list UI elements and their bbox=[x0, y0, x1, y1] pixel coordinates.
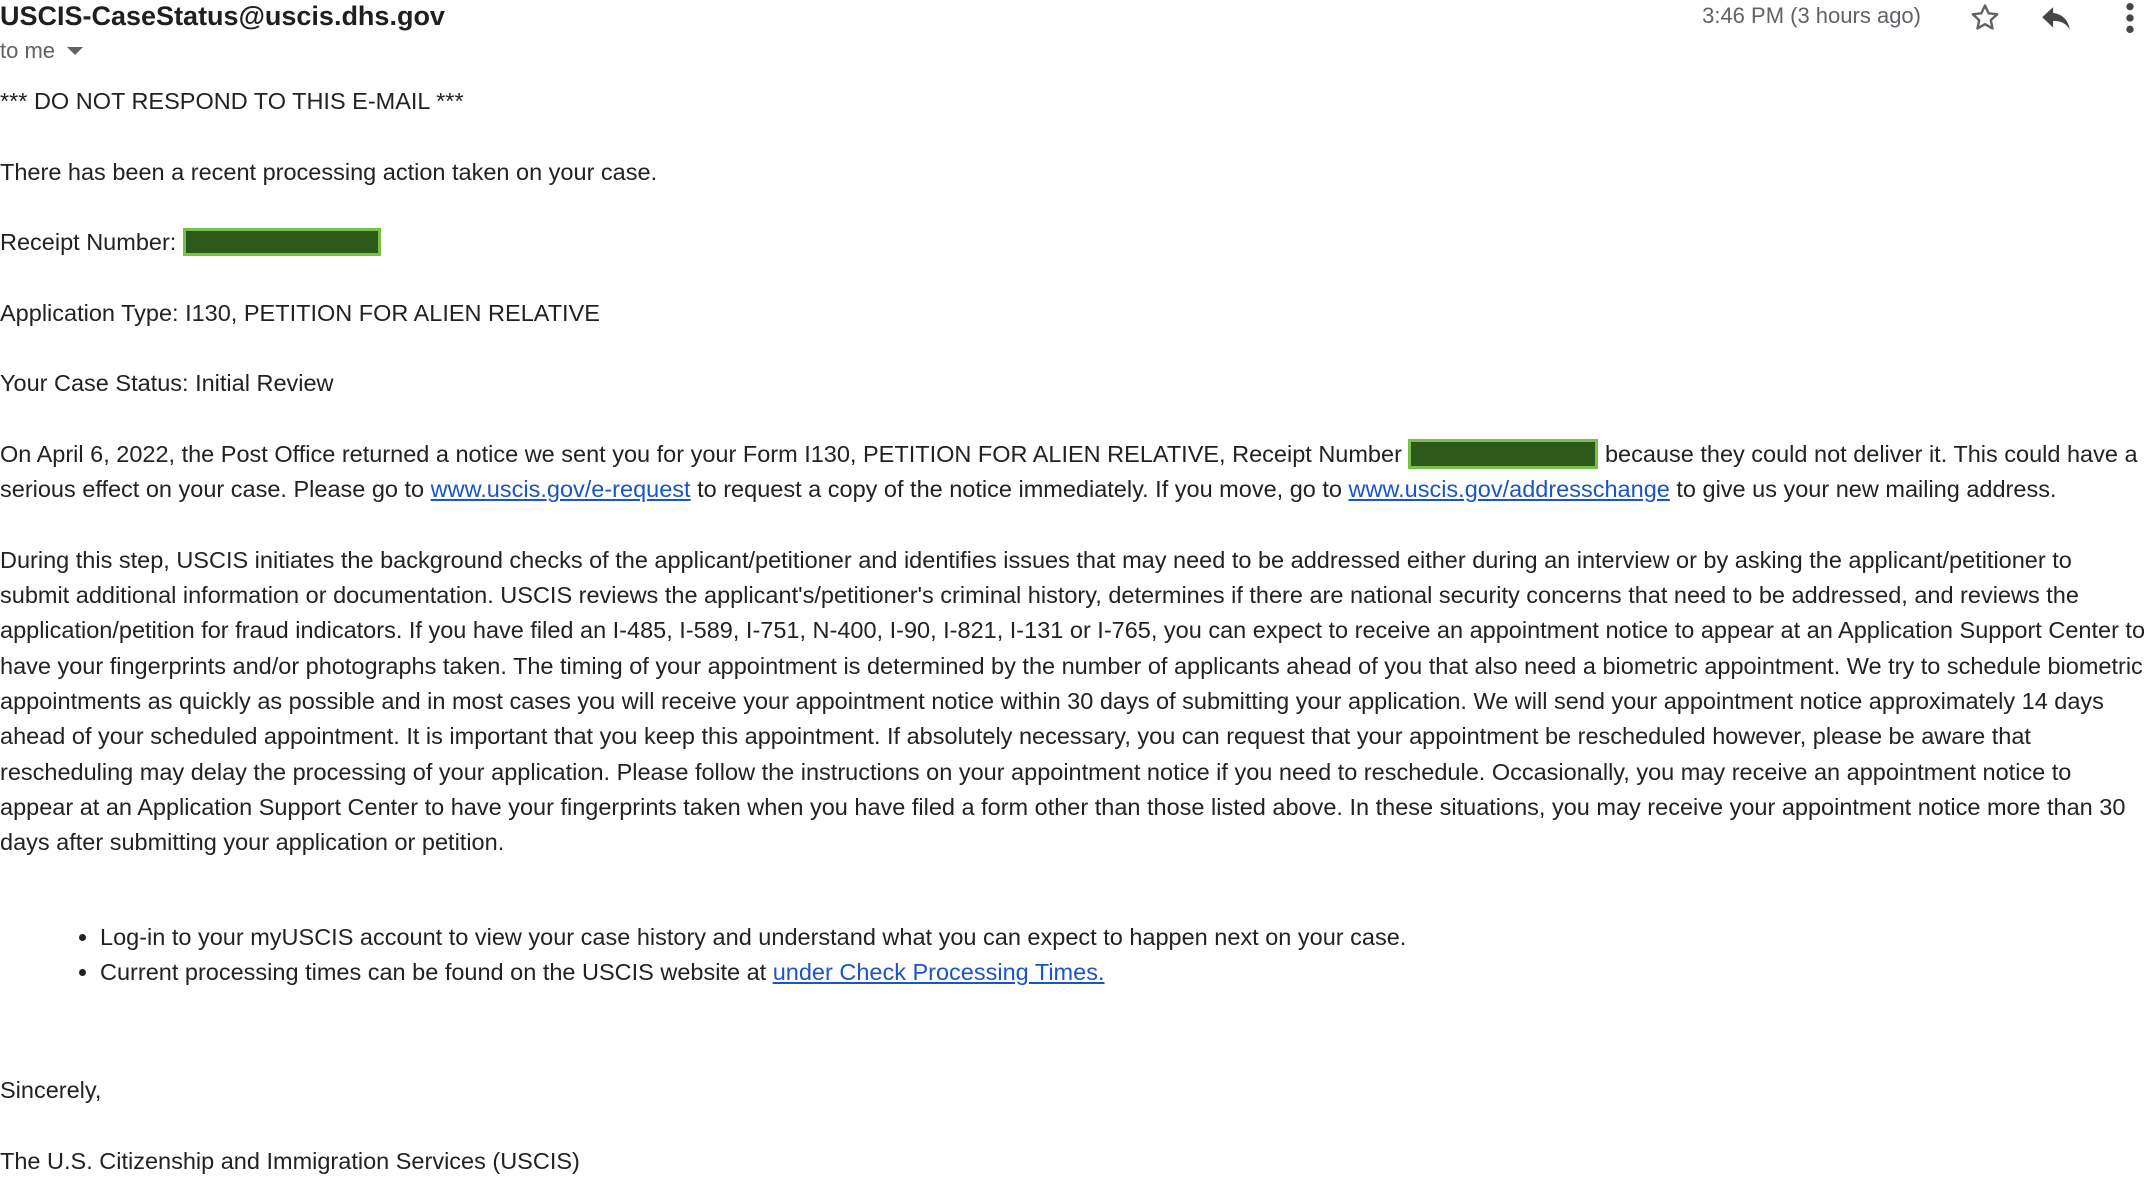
recipient-label: to me bbox=[0, 38, 56, 63]
case-status-line: Your Case Status: Initial Review bbox=[0, 370, 334, 397]
notice-text-4: to give us your new mailing address. bbox=[1669, 476, 2057, 503]
processing-times-link[interactable]: under Check Processing Times. bbox=[772, 958, 1105, 985]
receipt-number-label: Receipt Number: bbox=[0, 229, 177, 256]
list-item bbox=[100, 955, 2146, 990]
email-timestamp: 3:46 PM (3 hours ago) bbox=[1702, 3, 1921, 28]
recipient-details-toggle[interactable] bbox=[0, 37, 83, 65]
redacted-receipt-number bbox=[183, 228, 381, 256]
info-bullet-list bbox=[0, 920, 2146, 991]
list-item: • Log-in to your myUSCIS account to view your case history and understand what you can expect to happen next on your case. bbox=[100, 920, 2146, 955]
intro-line: There has been a recent processing action taken on your case. bbox=[0, 158, 658, 185]
email-body bbox=[0, 84, 2146, 1186]
processing-times-text: Current processing times can be found on the USCIS website at bbox=[100, 958, 773, 985]
reply-button[interactable] bbox=[2036, 0, 2076, 36]
receipt-number-line bbox=[0, 225, 2146, 260]
sender-address[interactable]: USCIS-CaseStatus@uscis.dhs.gov bbox=[0, 1, 445, 31]
star-button[interactable] bbox=[1965, 0, 2005, 36]
more-vertical-icon bbox=[2124, 1, 2136, 35]
reply-icon bbox=[2038, 2, 2074, 34]
no-reply-warning: *** DO NOT RESPOND TO THIS E-MAIL *** bbox=[0, 88, 464, 114]
redacted-receipt-number-inline bbox=[1408, 439, 1598, 469]
e-request-link[interactable]: www.uscis.gov/e-request bbox=[430, 476, 691, 503]
processing-step-paragraph: During this step, USCIS initiates the background checks of the applicant/petitioner and identifies issues that may need to be addressed either during an interview or by asking the applicant/petitioner to submit additional information or documentation. USCIS reviews the applicant's/petitioner's criminal history, determines if there are national security concerns that need to be addressed, and reviews the application/petition for fraud indicators. If you have filed an I-485, I-589, I-751, N-400, I-90, I-821, I-131 or I-765, you can expect to receive an appointment notice to appear at an Application Support Center to have your fingerprints and/or photographs taken. The timing of your appointment is determined by the number of applicants ahead of you that also need a biometric appointment. We try to schedule biometric appointments as quickly as possible and in most cases you will receive your appointment notice within 30 days of submitting your application. We will send your appointment notice approximately 14 days ahead of your scheduled appointment. It is important that you keep this appointment. If absolutely necessary, you can request that your appointment be rescheduled however, please be aware that rescheduling may delay the processing of your application. Please follow the instructions on your appointment notice if you need to reschedule. Occasionally, you may receive an appointment notice to appear at an Application Support Center to have your fingerprints taken when you have filed a form other than those listed above. In these situations, you may receive your appointment notice more than 30 days after submitting your application or petition. bbox=[0, 546, 2146, 856]
application-type-line: Application Type: I130, PETITION FOR ALIEN RELATIVE bbox=[0, 299, 600, 326]
address-change-link[interactable]: www.uscis.gov/addresschange bbox=[1348, 476, 1670, 503]
chevron-down-icon bbox=[67, 47, 83, 55]
notice-text-1: On April 6, 2022, the Post Office returned a notice we sent you for your Form I130, PETITION FOR ALIEN RELATIVE, Receipt Number bbox=[0, 440, 1409, 467]
signature: The U.S. Citizenship and Immigration Services (USCIS) bbox=[0, 1147, 580, 1174]
notice-text-3: to request a copy of the notice immediately. If you move, go to bbox=[690, 476, 1349, 503]
more-options-button[interactable] bbox=[2112, 0, 2148, 36]
returned-notice-paragraph bbox=[0, 437, 2146, 508]
star-outline-icon bbox=[1968, 1, 2002, 35]
sign-off: Sincerely, bbox=[0, 1077, 102, 1104]
notice-text-2: because they could not deliver it. This could have a serious effect on your case. Please go to bbox=[0, 440, 2138, 503]
